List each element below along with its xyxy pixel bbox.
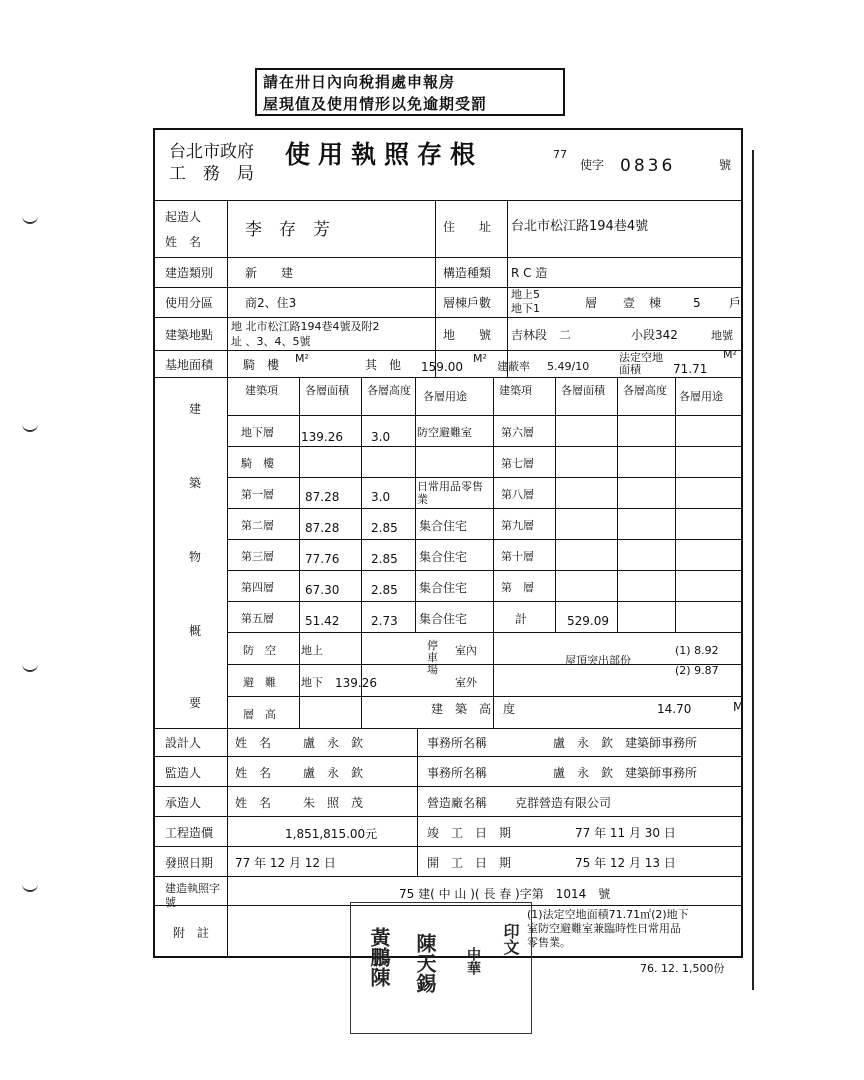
row-arcade-label: 騎 樓 xyxy=(241,457,274,470)
margin-mark-2 xyxy=(22,420,38,432)
summary-side-2: 築 xyxy=(189,476,202,490)
row-5f-label: 第五層 xyxy=(241,612,274,625)
tax-notice-stamp xyxy=(255,68,565,116)
permit-prefix: 使字 xyxy=(580,158,605,172)
factory-label: 營造廠名稱 xyxy=(427,796,488,810)
permit-number: 0836 xyxy=(620,156,676,176)
row-4f-height: 2.85 xyxy=(371,583,398,597)
row-8f-label: 第八層 xyxy=(501,488,534,501)
floors-units: 5 xyxy=(693,296,701,310)
floors-ceng: 層 xyxy=(585,296,598,310)
official-seal xyxy=(350,902,532,1034)
col-use-left: 各層用途 xyxy=(423,390,467,403)
supervisor-name-label: 姓 名 xyxy=(235,766,272,780)
row-basement-area: 139.26 xyxy=(301,430,343,444)
start-label: 開 工 日 期 xyxy=(427,856,512,870)
arcade-label: 騎 樓 xyxy=(243,358,280,372)
issue-value: 77 年 12 月 12 日 xyxy=(235,856,336,870)
row-4f-label: 第四層 xyxy=(241,581,274,594)
shelter-label-2: 避 難 xyxy=(243,676,276,689)
contractor-name: 朱 照 茂 xyxy=(303,796,364,810)
header-mark: 77 xyxy=(553,148,567,161)
other-label: 其 他 xyxy=(365,358,402,372)
margin-mark-1 xyxy=(22,212,38,224)
seal-left: 黃鵬陳 xyxy=(367,927,391,987)
owner-label-2: 姓 名 xyxy=(165,235,202,249)
col-item-right: 建築項 xyxy=(499,384,532,397)
start-value: 75 年 12 月 13 日 xyxy=(575,856,676,870)
base-label: 基地面積 xyxy=(165,358,214,372)
seal-right-b: 印文 xyxy=(501,923,520,955)
row-2f-height: 2.85 xyxy=(371,521,398,535)
contractor-label: 承造人 xyxy=(165,796,202,810)
row-2f-label: 第二層 xyxy=(241,519,274,532)
parcel-section: 吉林段 二 xyxy=(511,328,572,342)
row-1f-height: 3.0 xyxy=(371,490,391,504)
floors-label: 層棟戶數 xyxy=(443,296,492,310)
row-2f-area: 87.28 xyxy=(305,521,340,535)
row-1f-area: 87.28 xyxy=(305,490,340,504)
parcel-suffix: 地號 xyxy=(711,329,733,342)
col-height-left: 各層高度 xyxy=(367,384,411,397)
parcel-sub: 小段342 xyxy=(631,328,678,342)
row-3f-use: 集合住宅 xyxy=(419,550,468,564)
parking-outdoor: 室外 xyxy=(455,676,477,689)
row-basement-height: 3.0 xyxy=(371,430,391,444)
parking-indoor: 室內 xyxy=(455,644,477,657)
remarks-note-3: 零售業。 xyxy=(527,936,571,949)
row-basement-label: 地下層 xyxy=(241,426,274,439)
shelter-above: 地上 xyxy=(301,644,323,657)
col-use-right: 各層用途 xyxy=(679,390,723,403)
contractor-name-label: 姓 名 xyxy=(235,796,272,810)
summary-side-5: 要 xyxy=(189,696,202,710)
notice-line-1: 請在卅日內向稅捐處申報房 xyxy=(263,73,456,91)
complete-value: 77 年 11 月 30 日 xyxy=(575,826,676,840)
summary-side-4: 概 xyxy=(189,624,202,638)
floor-height-label: 層 高 xyxy=(243,708,276,721)
shelter-below: 地下 xyxy=(301,676,323,689)
coverage-label: 建蔽率 xyxy=(497,360,530,373)
remarks-note-1: (1)法定空地面積71.71㎡(2)地下 xyxy=(527,908,689,921)
notice-line-2: 屋現值及使用情形以免逾期受罰 xyxy=(263,95,488,113)
other-value: 159.00 xyxy=(421,360,463,374)
roof-value-1: (1) 8.92 xyxy=(675,644,719,657)
permit-value: 75 建( 中 山 )( 長 春 )字第 1014 號 xyxy=(399,887,611,901)
row-10f-label: 第十層 xyxy=(501,550,534,563)
site-value-2: 址 、3、4、5號 xyxy=(231,335,311,348)
summary-side-1: 建 xyxy=(189,402,202,416)
owner-label-1: 起造人 xyxy=(165,210,202,224)
margin-mark-3 xyxy=(22,660,38,672)
address-value: 台北市松江路194巷4號 xyxy=(511,219,649,234)
parcel-label: 地 號 xyxy=(443,328,492,342)
factory-value: 克群營造有限公司 xyxy=(515,796,612,810)
floors-dong: 棟 xyxy=(649,296,662,310)
other-unit: M² xyxy=(473,352,487,365)
agency-line-2: 工 務 局 xyxy=(169,164,254,184)
supervisor-office: 盧 永 欽 建築師事務所 xyxy=(553,766,698,780)
zone-value: 商2、住3 xyxy=(245,296,297,310)
floors-hu: 戶 xyxy=(729,296,742,310)
remarks-label: 附 註 xyxy=(173,926,210,940)
row-3f-area: 77.76 xyxy=(305,552,340,566)
row-3f-label: 第三層 xyxy=(241,550,274,563)
roof-label: 屋頂突出部份 xyxy=(565,654,631,667)
designer-label: 設計人 xyxy=(165,736,202,750)
row-3f-height: 2.85 xyxy=(371,552,398,566)
row-basement-use: 防空避難室 xyxy=(417,426,472,439)
designer-name-label: 姓 名 xyxy=(235,736,272,750)
col-area-left: 各層面積 xyxy=(305,384,349,397)
designer-office-label: 事務所名稱 xyxy=(427,736,488,750)
permit-suffix: 號 xyxy=(719,158,732,172)
agency-line-1: 台北市政府 xyxy=(169,142,254,162)
address-label: 住 址 xyxy=(443,220,492,234)
print-info: 76. 12. 1,500份 xyxy=(640,962,725,975)
seal-middle: 陳天錫 xyxy=(413,933,437,993)
complete-label: 竣 工 日 期 xyxy=(427,826,512,840)
owner-name: 李 存 芳 xyxy=(245,220,330,240)
col-area-right: 各層面積 xyxy=(561,384,605,397)
floors-below: 地下1 xyxy=(511,302,540,315)
floors-one: 壹 xyxy=(623,296,636,310)
arcade-unit: M² xyxy=(295,352,309,365)
row-5f-height: 2.73 xyxy=(371,614,398,628)
zone-label: 使用分區 xyxy=(165,296,214,310)
permit-label: 建造執照字號 xyxy=(165,882,220,909)
open-space-value: 71.71 xyxy=(673,362,708,376)
row-5f-use: 集合住宅 xyxy=(419,612,468,626)
total-value: 529.09 xyxy=(567,614,609,628)
row-5f-area: 51.42 xyxy=(305,614,340,628)
supervisor-label: 監造人 xyxy=(165,766,202,780)
building-height-label: 建 築 高 度 xyxy=(431,702,516,716)
row-4f-use: 集合住宅 xyxy=(419,581,468,595)
row-2f-use: 集合住宅 xyxy=(419,519,468,533)
row-1f-use: 日常用品零售業 xyxy=(417,480,483,506)
col-item-left: 建築項 xyxy=(245,384,278,397)
structure-value: R C 造 xyxy=(511,266,548,280)
floors-above: 地上5 xyxy=(511,288,540,301)
seal-right-a: 中華 xyxy=(465,947,481,975)
site-value-1: 地 北市松江路194巷4號及附2 xyxy=(231,320,380,333)
row-nf-label: 第 層 xyxy=(501,581,534,594)
cost-value: 1,851,815.00元 xyxy=(285,827,378,841)
coverage-value: 5.49/10 xyxy=(547,360,590,373)
total-label: 計 xyxy=(515,612,528,626)
row-4f-area: 67.30 xyxy=(305,583,340,597)
build-type-value: 新 建 xyxy=(245,266,294,280)
margin-mark-4 xyxy=(22,880,38,892)
structure-label: 構造種類 xyxy=(443,266,492,280)
row-9f-label: 第九層 xyxy=(501,519,534,532)
site-label: 建築地點 xyxy=(165,328,214,342)
open-space-unit: M² xyxy=(723,348,737,361)
row-7f-label: 第七層 xyxy=(501,457,534,470)
summary-side-3: 物 xyxy=(189,550,202,564)
supervisor-office-label: 事務所名稱 xyxy=(427,766,488,780)
roof-value-2: (2) 9.87 xyxy=(675,664,719,677)
designer-name: 盧 永 欽 xyxy=(303,736,364,750)
parking-label: 停車場 xyxy=(427,639,438,676)
building-height-unit: M xyxy=(733,700,744,714)
scan-edge xyxy=(752,150,754,990)
building-height-value: 14.70 xyxy=(657,702,692,716)
issue-label: 發照日期 xyxy=(165,856,214,870)
build-type-label: 建造類別 xyxy=(165,266,214,280)
supervisor-name: 盧 永 欽 xyxy=(303,766,364,780)
row-6f-label: 第六層 xyxy=(501,426,534,439)
designer-office: 盧 永 欽 建築師事務所 xyxy=(553,736,698,750)
shelter-below-value: 139.26 xyxy=(335,676,377,690)
shelter-label: 防 空 xyxy=(243,644,276,657)
col-height-right: 各層高度 xyxy=(623,384,667,397)
usage-permit-form xyxy=(153,128,743,958)
form-title: 使用執照存根 xyxy=(285,140,484,169)
open-space-label: 法定空地面積 xyxy=(619,351,663,376)
row-1f-label: 第一層 xyxy=(241,488,274,501)
cost-label: 工程造價 xyxy=(165,826,214,840)
remarks-note-2: 室防空避難室兼臨時性日常用品 xyxy=(527,922,681,935)
